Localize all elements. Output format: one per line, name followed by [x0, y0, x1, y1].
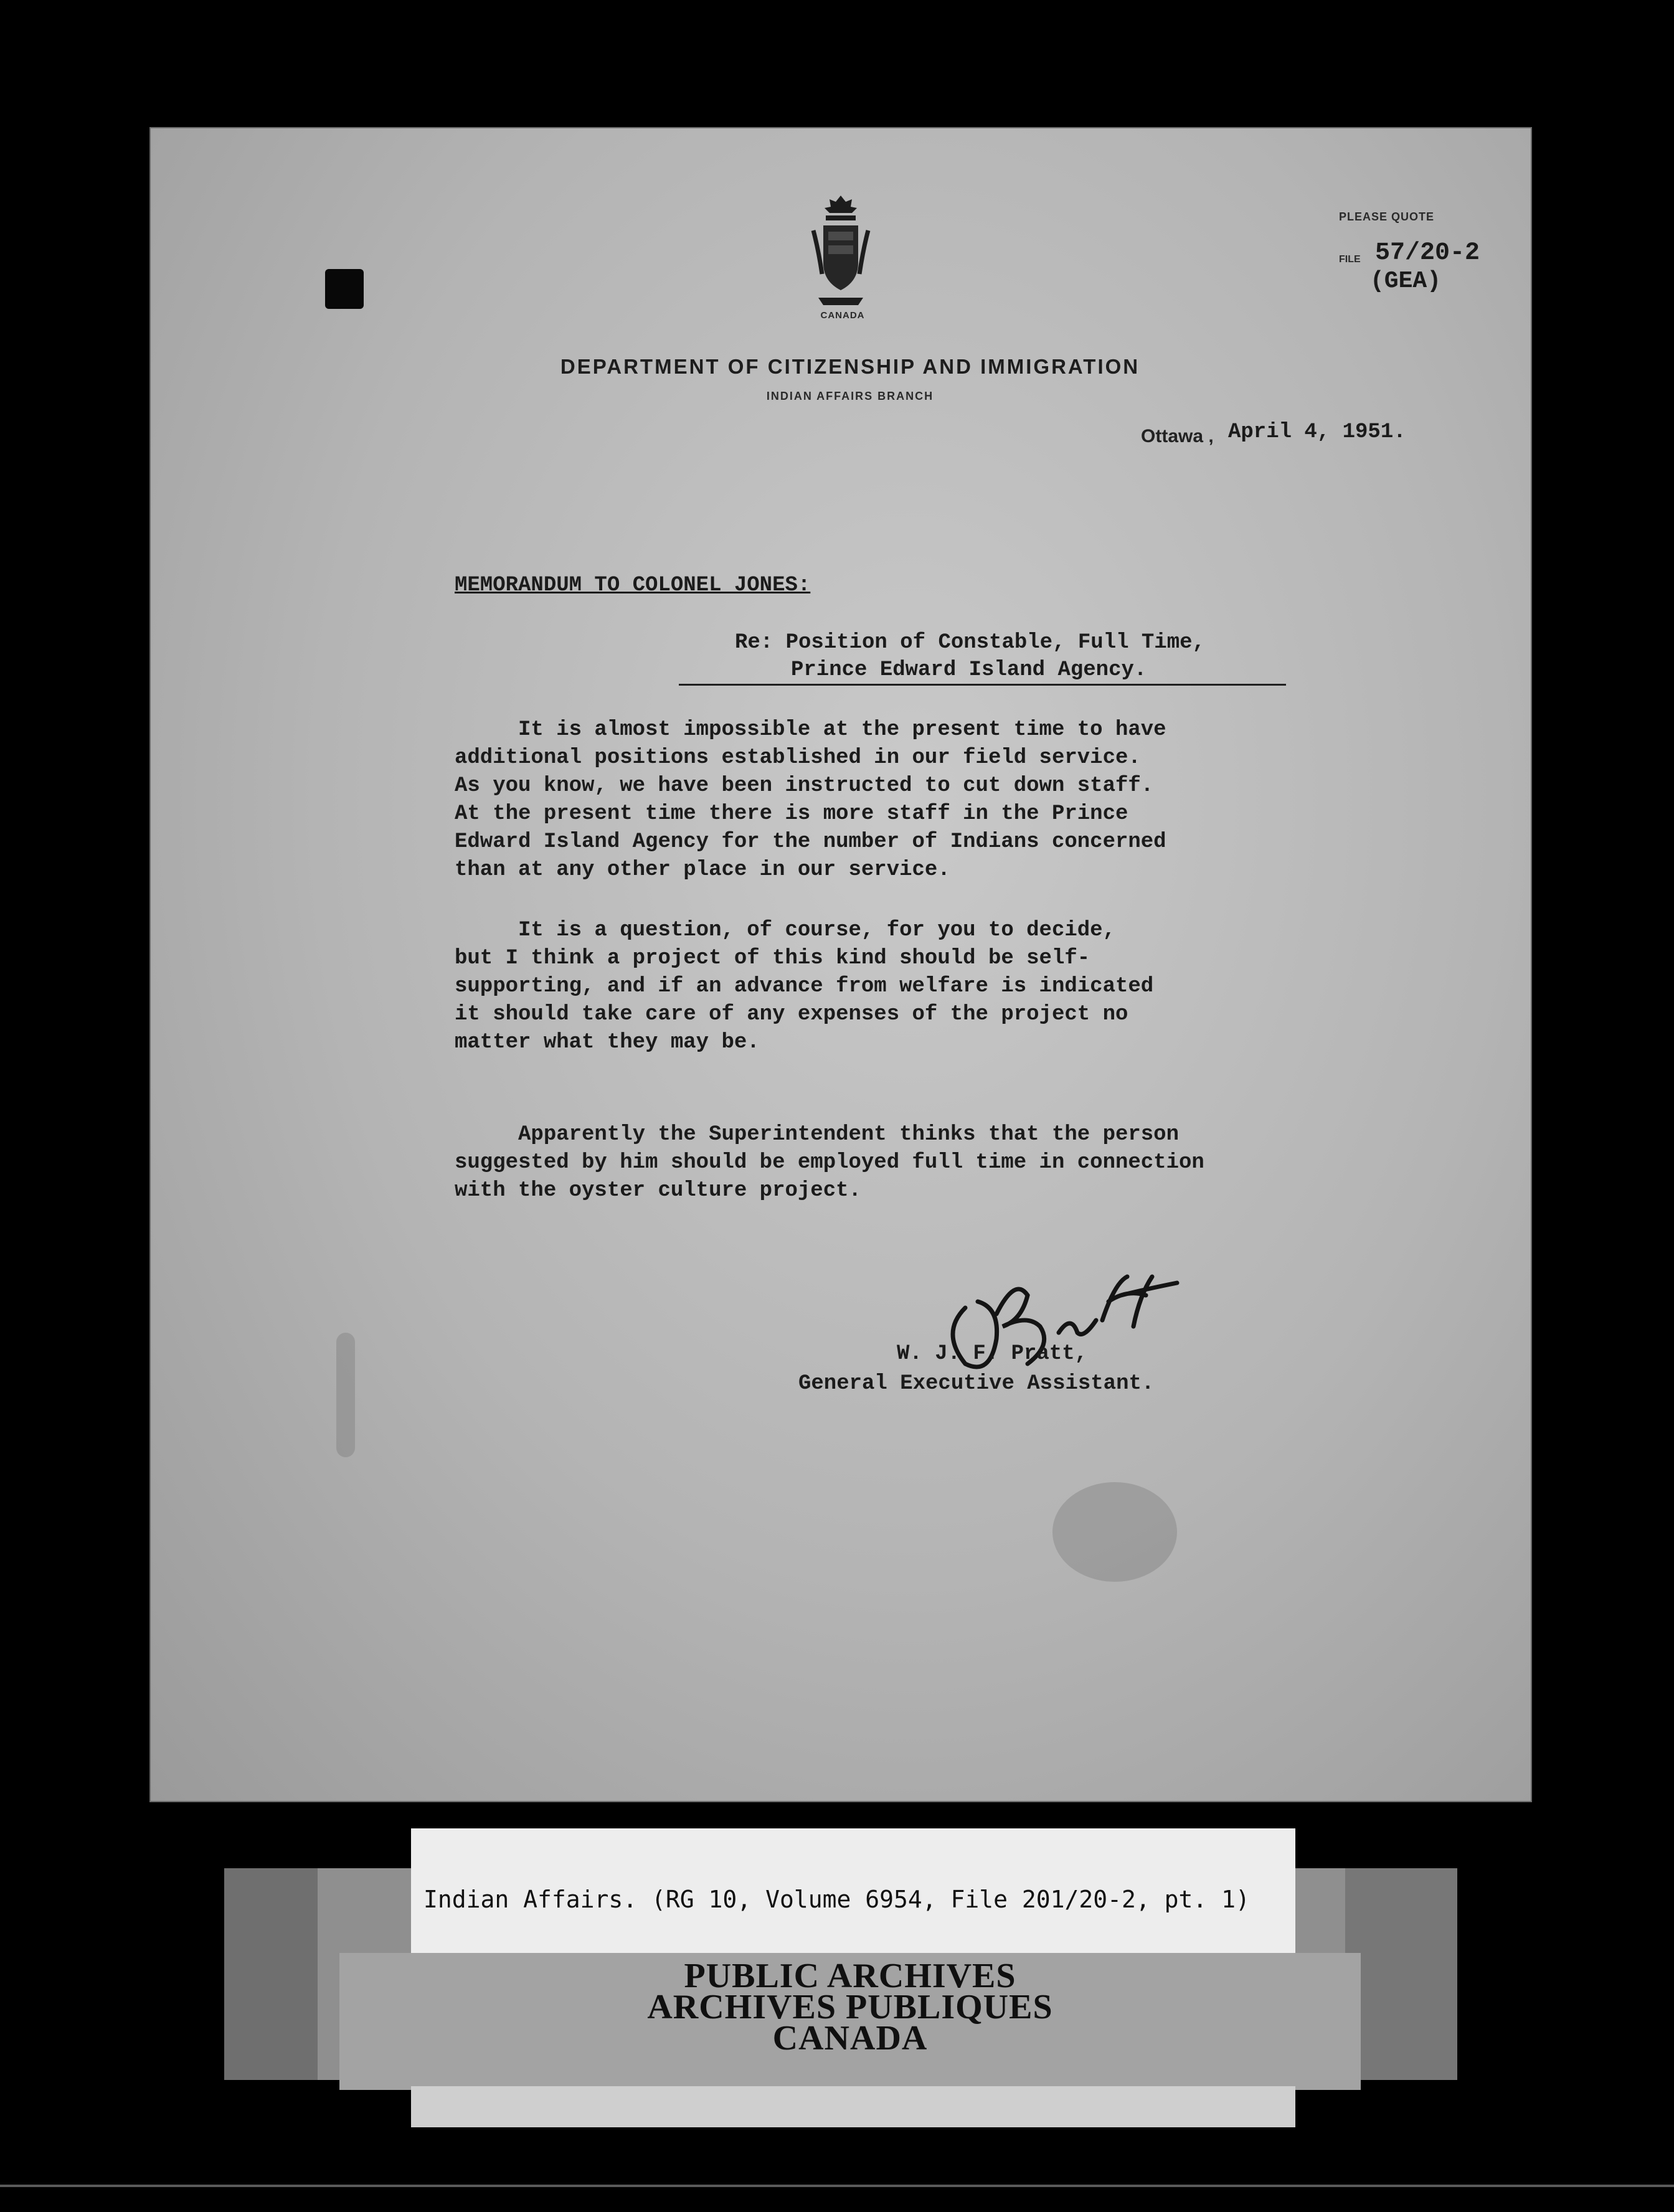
- scan-registration-mark: [325, 269, 364, 309]
- body-paragraph-1: It is almost impossible at the present time to have additional positions established in our field service. As you know, we have been instructed to cut down staff. At the present time there is more staff in the Prince Edward Island Agency for the number of Indians concerned than at any other place in our service.: [455, 718, 1166, 882]
- department-name: DEPARTMENT OF CITIZENSHIP AND IMMIGRATION: [560, 355, 1140, 378]
- body-paragraph-3: Apparently the Superintendent thinks that the person suggested by him should be employed full time in connection with the oyster culture project.: [455, 1123, 1204, 1203]
- paper-mark: [336, 1333, 355, 1457]
- archive-card-edge-right: [1345, 1868, 1457, 2080]
- please-quote-label: PLEASE QUOTE: [1339, 210, 1435, 223]
- archive-card-lower-strip: [411, 2086, 1295, 2127]
- archive-card-edge-left: [224, 1868, 318, 2080]
- file-number: 57/20-2: [1375, 239, 1480, 267]
- file-subcode: (GEA): [1370, 268, 1442, 295]
- subject-line-1: Re: Position of Constable, Full Time,: [735, 631, 1205, 655]
- paper-stain: [1052, 1482, 1177, 1582]
- subject-line-2: Prince Edward Island Agency.: [791, 658, 1147, 682]
- canada-crest-icon: [810, 193, 872, 311]
- crest-caption: CANADA: [820, 310, 865, 321]
- signatory-name: W. J. F. Pratt,: [897, 1342, 1088, 1366]
- signatory-title: General Executive Assistant.: [798, 1372, 1155, 1396]
- branch-name: INDIAN AFFAIRS BRANCH: [766, 390, 934, 402]
- body-paragraph-2: It is a question, of course, for you to decide, but I think a project of this kind should be self- supporting, and if an advance from welfare is indicated it should take care of any expenses of the project no matter what they may be.: [455, 919, 1154, 1054]
- file-label: FILE: [1339, 254, 1361, 265]
- dateline-place: Ottawa ,: [1141, 426, 1214, 447]
- archives-stamp: [339, 1957, 1361, 2058]
- archives-stamp-line-2: ARCHIVES PUBLIQUES: [647, 1988, 1053, 2026]
- film-edge-line: [0, 2185, 1674, 2187]
- memo-addressee: MEMORANDUM TO COLONEL JONES:: [455, 574, 811, 597]
- dateline-date: April 4, 1951.: [1228, 420, 1406, 444]
- archives-stamp-line-1: PUBLIC ARCHIVES: [684, 1957, 1016, 1995]
- citation-text: Indian Affairs. (RG 10, Volume 6954, File 201/20-2, pt. 1): [423, 1886, 1250, 1913]
- subject-underline: [679, 684, 1286, 686]
- archives-stamp-line-3: CANADA: [772, 2019, 928, 2058]
